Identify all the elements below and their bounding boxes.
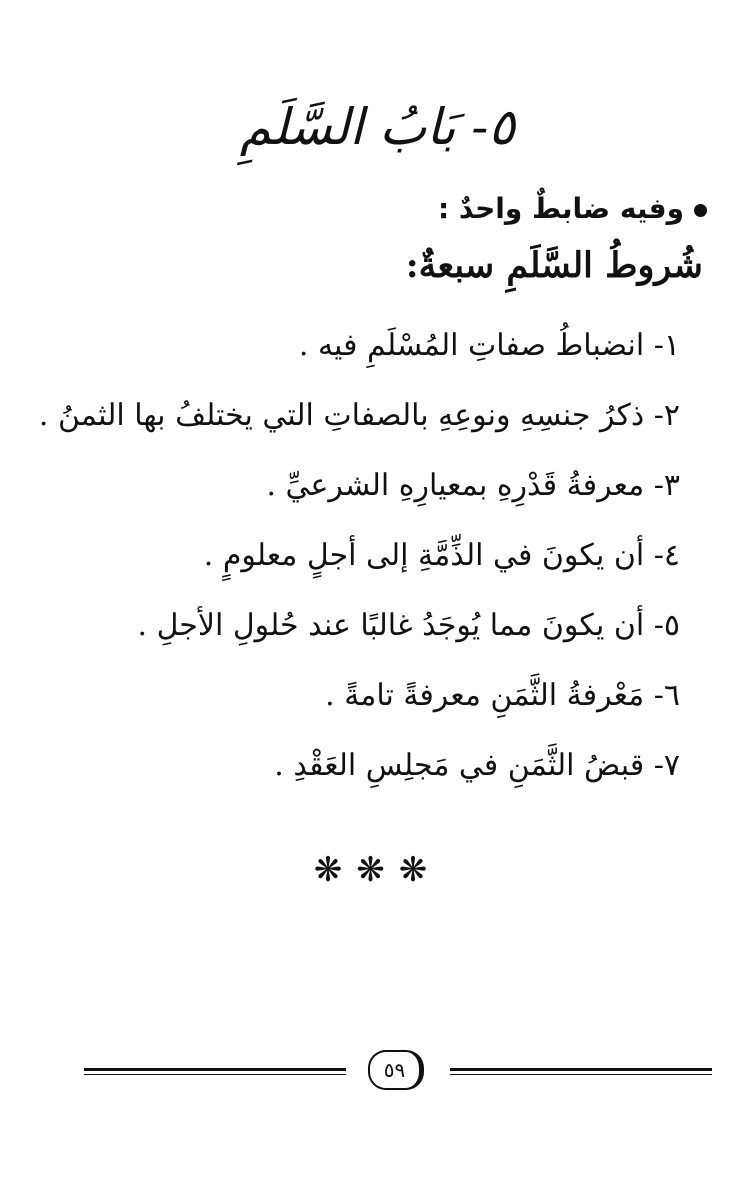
conditions-list [39, 318, 680, 808]
condition-item: ٢- ذكرُ جنسِهِ ونوعِهِ بالصفاتِ التي يختلفُ بها الثمنُ . [38, 398, 680, 433]
section-end-ornament: ❋❋❋ [313, 850, 442, 890]
footer-rule-left [84, 1068, 346, 1076]
bullet-icon [694, 204, 707, 217]
section-note [438, 192, 707, 225]
condition-item: ٥- أن يكونَ مما يُوجَدُ غالبًا عند حُلولِ الأجلِ . [137, 608, 680, 643]
condition-item: ٣- معرفةُ قَدْرِهِ بمعيارِهِ الشرعيِّ . [266, 468, 680, 503]
condition-item: ١- انضباطُ صفاتِ المُسْلَمِ فيه . [298, 328, 680, 363]
chapter-title: ٥- بَابُ السَّلَمِ [239, 98, 516, 156]
condition-item: ٧- قبضُ الثَّمَنِ في مَجلِسِ العَقْدِ . [274, 748, 680, 783]
page-number: ٥٩ [368, 1050, 424, 1090]
condition-item: ٤- أن يكونَ في الذِّمَّةِ إلى أجلٍ معلومٍ . [203, 538, 680, 573]
subheading: شُروطُ السَّلَمِ سبعةٌ: [405, 245, 703, 286]
footer-rule-right [450, 1068, 712, 1076]
condition-item: ٦- مَعْرفةُ الثَّمَنِ معرفةً تامةً . [325, 678, 680, 713]
section-note-text: وفيه ضابطٌ واحدٌ : [437, 192, 684, 225]
